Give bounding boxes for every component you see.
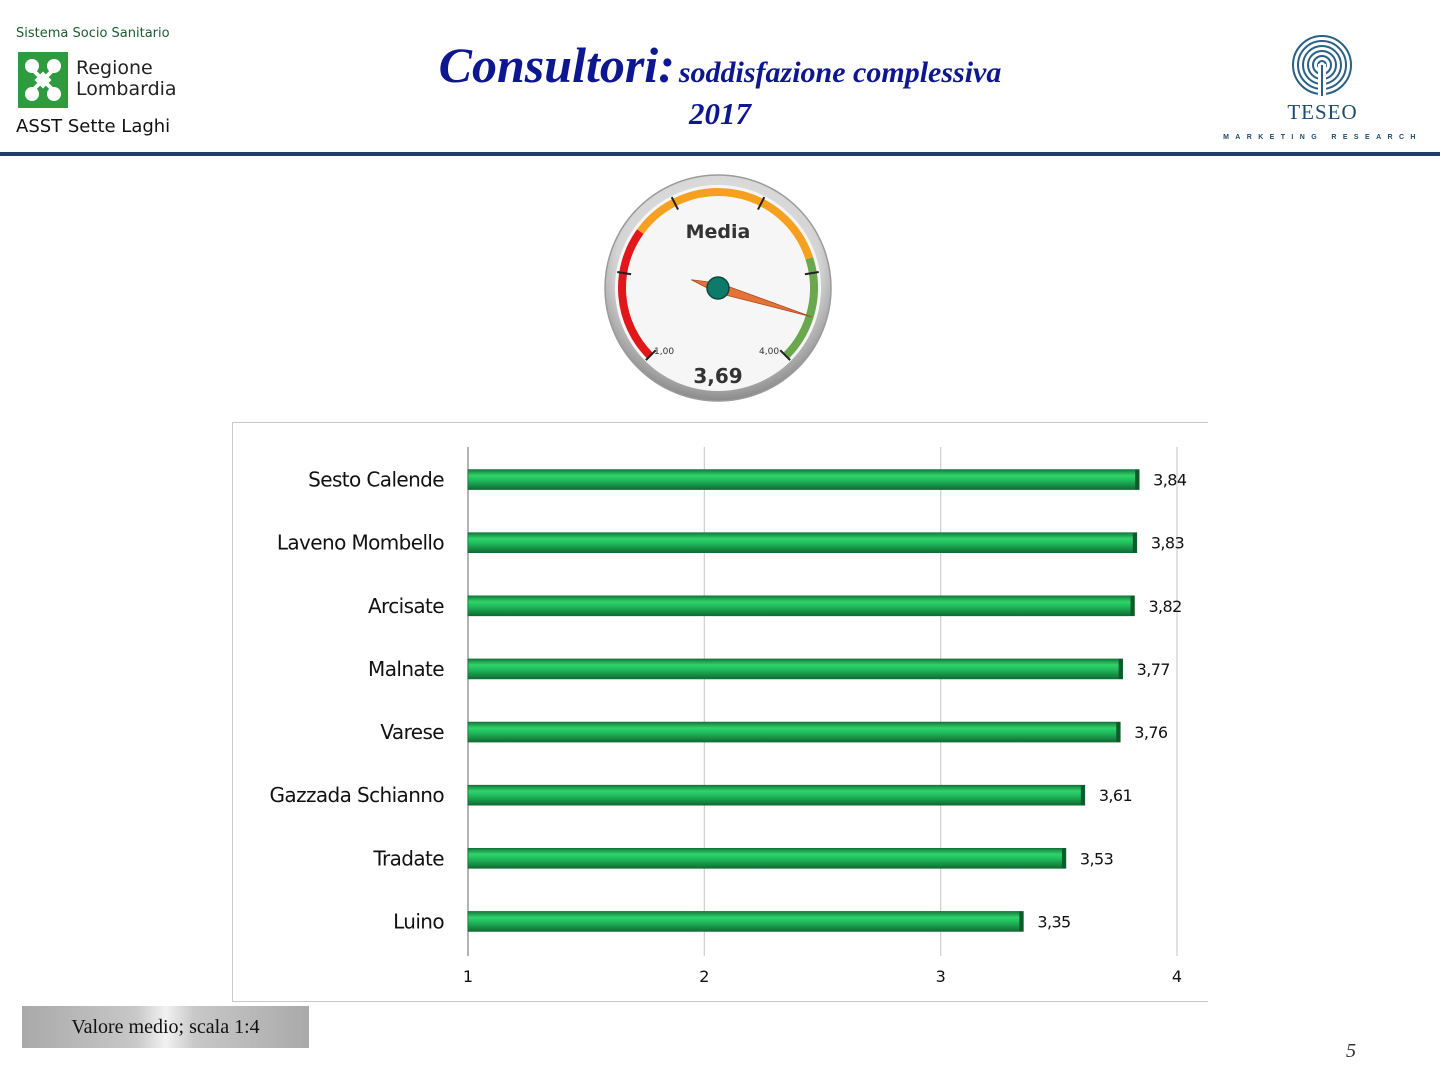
bar-end-cap <box>1116 722 1120 742</box>
data-label: 3,83 <box>1150 533 1185 553</box>
logo-region-line2: Lombardia <box>76 78 177 100</box>
lombardia-cross-icon <box>18 52 68 108</box>
data-label: 3,77 <box>1136 659 1170 679</box>
gauge-max-label: 4,00 <box>759 347 780 357</box>
data-label: 3,35 <box>1037 912 1071 932</box>
x-tick-label: 4 <box>1171 967 1183 986</box>
bar <box>468 785 1085 805</box>
average-gauge <box>604 172 834 404</box>
teseo-logo <box>1220 34 1425 149</box>
data-label: 3,53 <box>1079 849 1114 869</box>
bar-end-cap <box>1062 848 1066 868</box>
bar-end-cap <box>1133 533 1137 553</box>
data-label: 3,76 <box>1134 723 1168 743</box>
title-main: Consultori: <box>438 37 675 93</box>
logo-brand-text: TESEO <box>1287 100 1358 124</box>
category-label: Luino <box>393 909 444 934</box>
category-label: Gazzada Schianno <box>269 783 444 808</box>
scale-note-text: Valore medio; scala 1:4 <box>71 1015 260 1038</box>
bar-end-cap <box>1130 596 1134 616</box>
page-number: 5 <box>1346 1040 1356 1062</box>
gauge-hub <box>707 277 729 299</box>
bar-end-cap <box>1081 785 1085 805</box>
data-label: 3,84 <box>1153 470 1187 490</box>
category-label: Arcisate <box>367 593 444 618</box>
header-divider <box>0 152 1440 156</box>
x-tick-label: 2 <box>699 967 710 986</box>
labyrinth-icon <box>1220 34 1425 96</box>
logo-tagline-text: MARKETING RESEARCH <box>1223 134 1422 141</box>
x-tick-label: 1 <box>462 967 474 986</box>
logo-org-top-text: Sistema Socio Sanitario <box>16 26 170 41</box>
bar <box>468 470 1139 490</box>
data-label: 3,82 <box>1148 596 1182 616</box>
category-label: Malnate <box>368 656 444 681</box>
logo-asst-text: ASST Sette Laghi <box>16 116 171 137</box>
bar <box>468 911 1023 931</box>
bar <box>468 722 1120 742</box>
scale-note <box>22 1006 309 1048</box>
bar-chart <box>232 422 1208 1002</box>
logo-region-name <box>76 58 177 100</box>
gauge-title: Media <box>685 221 751 243</box>
regione-lombardia-logo <box>16 24 196 144</box>
title-year: 2017 <box>689 96 751 131</box>
logo-region-line1: Regione <box>76 57 153 79</box>
bar <box>468 533 1137 553</box>
data-label: 3,61 <box>1098 786 1133 806</box>
gauge-min-label: 1,00 <box>654 347 675 357</box>
bar <box>468 659 1123 679</box>
x-tick-label: 3 <box>935 967 946 986</box>
bar-end-cap <box>1135 470 1139 490</box>
bar <box>468 596 1134 616</box>
category-label: Sesto Calende <box>308 467 444 492</box>
category-label: Tradate <box>373 846 444 871</box>
bar <box>468 848 1066 868</box>
category-label: Varese <box>380 720 444 745</box>
page-title <box>300 36 1140 132</box>
gauge-value-label: 3,69 <box>693 364 743 388</box>
title-sub: soddisfazione complessiva <box>678 56 1002 89</box>
bar-end-cap <box>1019 911 1023 931</box>
category-label: Laveno Mombello <box>276 530 444 555</box>
bar-end-cap <box>1119 659 1123 679</box>
